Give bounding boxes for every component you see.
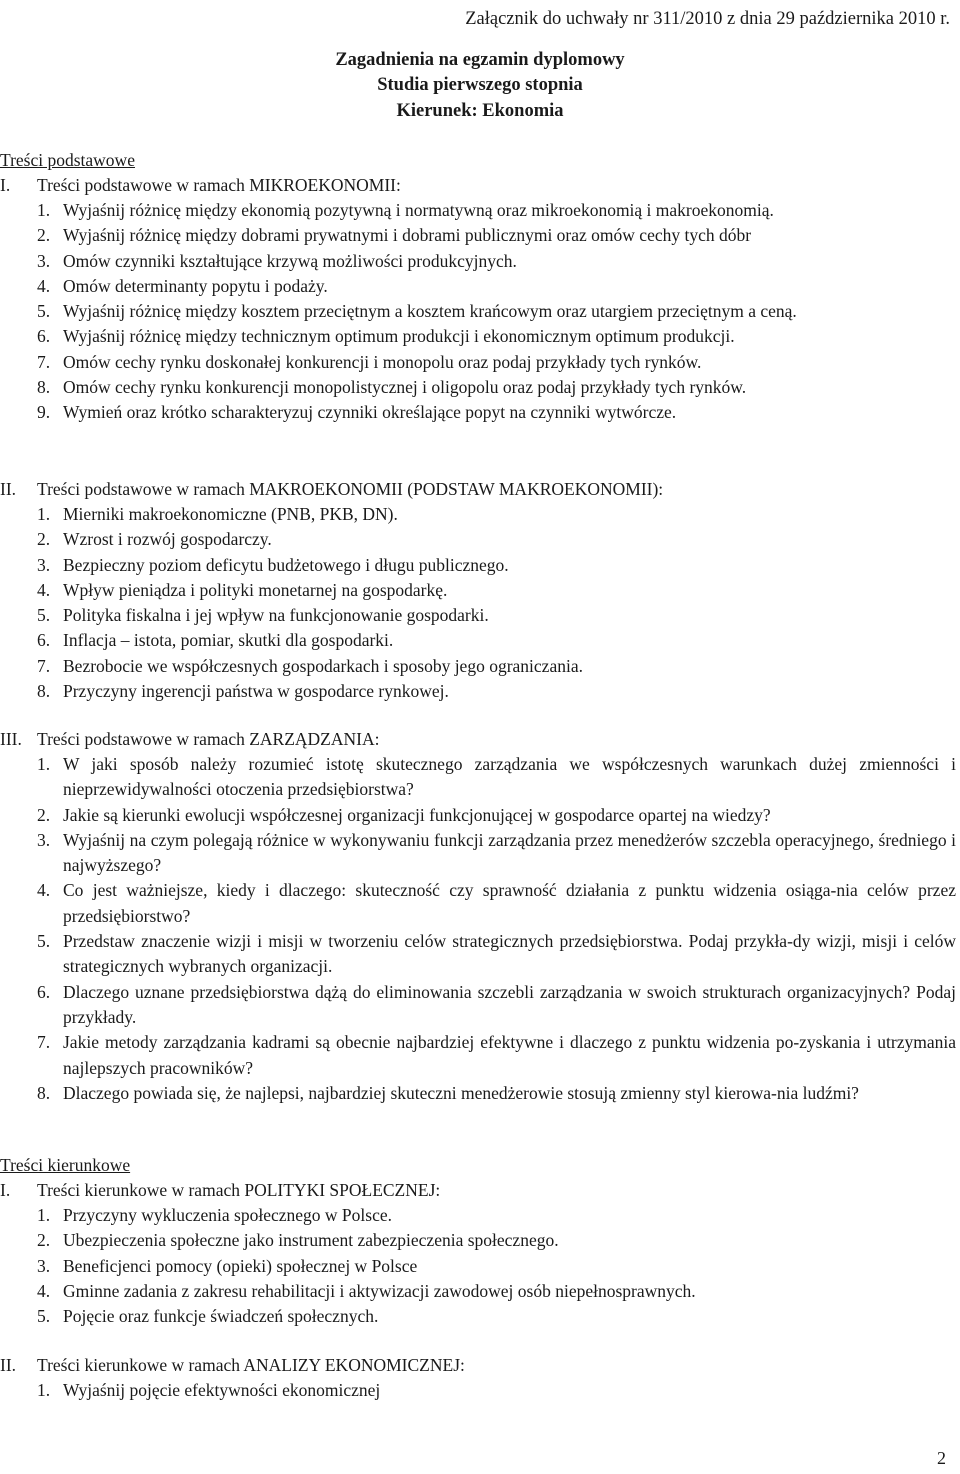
list-item: 4. Co jest ważniejsze, kiedy i dlaczego: skuteczność czy sprawność działania z punktu widzenia osiąga-nia celów przez przedsiębiorstwo? bbox=[37, 880, 956, 926]
list-item: 4. Omów determinanty popytu i podaży. bbox=[37, 275, 328, 296]
economic-analysis-list bbox=[0, 1378, 956, 1403]
list-item: 7. Jakie metody zarządzania kadrami są obecnie najbardziej efektywne i dlaczego z punktu widzenia po-zyskania i utrzymania najlepszych pracowników? bbox=[37, 1032, 956, 1078]
list-item: 6. Inflacja – istota, pomiar, skutki dla gospodarki. bbox=[37, 630, 394, 651]
title-line-2: Studia pierwszego stopnia bbox=[377, 75, 583, 95]
list-item: 1. Wyjaśnij różnicę między ekonomią pozytywną i normatywną oraz mikroekonomią i makroekonomią. bbox=[37, 200, 774, 220]
list-item: 5. Polityka fiskalna i jej wpływ na funkcjonowanie gospodarki. bbox=[37, 605, 489, 626]
section-number: II. bbox=[0, 479, 17, 499]
section-number: III. bbox=[0, 729, 22, 749]
list-item: 2. Wzrost i rozwój gospodarczy. bbox=[37, 529, 272, 550]
section-microeconomics bbox=[0, 173, 956, 198]
list-item: 7. Bezrobocie we współczesnych gospodarkach i sposoby jego ograniczania. bbox=[37, 655, 583, 676]
section-title: Treści podstawowe w ramach MIKROEKONOMII: bbox=[37, 175, 401, 195]
title-line-1: Zagadnienia na egzamin dyplomowy bbox=[335, 50, 625, 70]
list-item: 3. Bezpieczny poziom deficytu budżetowego i długu publicznego. bbox=[37, 554, 509, 575]
list-item: 2. Wyjaśnij różnicę między dobrami prywatnymi i dobrami publicznymi oraz omów cechy tych dóbr bbox=[37, 225, 752, 246]
list-item: 2. Ubezpieczenia społeczne jako instrument zabezpieczenia społecznego. bbox=[37, 1230, 559, 1251]
list-item: 3. Beneficjenci pomocy (opieki) społecznej w Polsce bbox=[37, 1255, 418, 1276]
section-social-policy bbox=[0, 1178, 956, 1203]
section-title: Treści kierunkowe w ramach POLITYKI SPOŁECZNEJ: bbox=[37, 1180, 441, 1200]
section-number: I. bbox=[0, 175, 11, 195]
section-title: Treści podstawowe w ramach ZARZĄDZANIA: bbox=[37, 729, 380, 749]
section-management bbox=[0, 727, 956, 752]
section-number: I. bbox=[0, 1180, 11, 1200]
section-title: Treści podstawowe w ramach MAKROEKONOMII (PODSTAW MAKROEKONOMII): bbox=[37, 479, 664, 499]
page-number: 2 bbox=[937, 1448, 946, 1468]
list-item: 4. Wpływ pieniądza i polityki monetarnej na gospodarkę. bbox=[37, 579, 448, 600]
management-list bbox=[0, 752, 956, 1106]
section-economic-analysis bbox=[0, 1353, 956, 1378]
list-item: 7. Omów cechy rynku doskonałej konkurencji i monopolu oraz podaj przykłady tych rynków. bbox=[37, 351, 702, 372]
list-item: 8. Dlaczego powiada się, że najlepsi, najbardziej skuteczni menedżerowie stosują zmienny styl kierowa-nia ludźmi? bbox=[37, 1082, 859, 1103]
basic-content-label: Treści podstawowe bbox=[0, 150, 135, 170]
list-item: 5. Przedstaw znaczenie wizji i misji w tworzeniu celów strategicznych przedsiębiorstwa. Podaj przykła-dy wizji, misji i celów strategicznych wybranych organizacji. bbox=[37, 931, 956, 977]
list-item: 8. Omów cechy rynku konkurencji monopolistycznej i oligopolu oraz podaj przykłady tych rynków. bbox=[37, 377, 747, 398]
list-item: 6. Dlaczego uznane przedsiębiorstwa dążą do eliminowania szczebli zarządzania w swoich strukturach organizacyjnych? Podaj przykłady. bbox=[37, 981, 956, 1027]
section-number: II. bbox=[0, 1355, 17, 1375]
list-item: 1. Przyczyny wykluczenia społecznego w Polsce. bbox=[37, 1205, 392, 1225]
list-item: 2. Jakie są kierunki ewolucji współczesnej organizacji funkcjonującej w gospodarce opartej na wiedzy? bbox=[37, 804, 771, 825]
list-item: 1. Mierniki makroekonomiczne (PNB, PKB, DN). bbox=[37, 504, 398, 524]
list-item: 3. Omów czynniki kształtujące krzywą możliwości produkcyjnych. bbox=[37, 250, 517, 271]
list-item: 1. W jaki sposób należy rozumieć istotę skutecznego zarządzania we współczesnych warunkach dużej zmienności i nieprzewidywalności otoczenia przedsiębiorstwa? bbox=[37, 754, 956, 800]
macroeconomics-list bbox=[0, 502, 956, 704]
title-line-3: Kierunek: Ekonomia bbox=[396, 101, 564, 121]
attachment-note: Załącznik do uchwały nr 311/2010 z dnia 29 października 2010 r. bbox=[465, 9, 950, 29]
list-item: 4. Gminne zadania z zakresu rehabilitacji i aktywizacji zawodowej osób niepełnosprawnych. bbox=[37, 1280, 696, 1301]
social-policy-list bbox=[0, 1203, 956, 1329]
list-item: 5. Wyjaśnij różnicę między kosztem przeciętnym a kosztem krańcowym oraz utargiem przeciętnym a ceną. bbox=[37, 301, 797, 322]
list-item: 5. Pojęcie oraz funkcje świadczeń społecznych. bbox=[37, 1306, 379, 1327]
directional-content-label: Treści kierunkowe bbox=[0, 1155, 131, 1175]
list-item: 8. Przyczyny ingerencji państwa w gospodarce rynkowej. bbox=[37, 681, 449, 702]
list-item: 1. Wyjaśnij pojęcie efektywności ekonomicznej bbox=[37, 1380, 381, 1400]
list-item: 3. Wyjaśnij na czym polegają różnice w wykonywaniu funkcji zarządzania przez menedżerów szczebla operacyjnego, średniego i najwyższego? bbox=[37, 829, 956, 876]
list-item: 9. Wymień oraz krótko scharakteryzuj czynniki określające popyt na czynniki wytwórcze. bbox=[37, 402, 677, 423]
section-title: Treści kierunkowe w ramach ANALIZY EKONOMICZNEJ: bbox=[37, 1355, 465, 1375]
microeconomics-list bbox=[0, 198, 956, 426]
section-macroeconomics bbox=[0, 477, 956, 502]
list-item: 6. Wyjaśnij różnicę między technicznym optimum produkcji i ekonomicznym optimum produkcji. bbox=[37, 326, 735, 347]
